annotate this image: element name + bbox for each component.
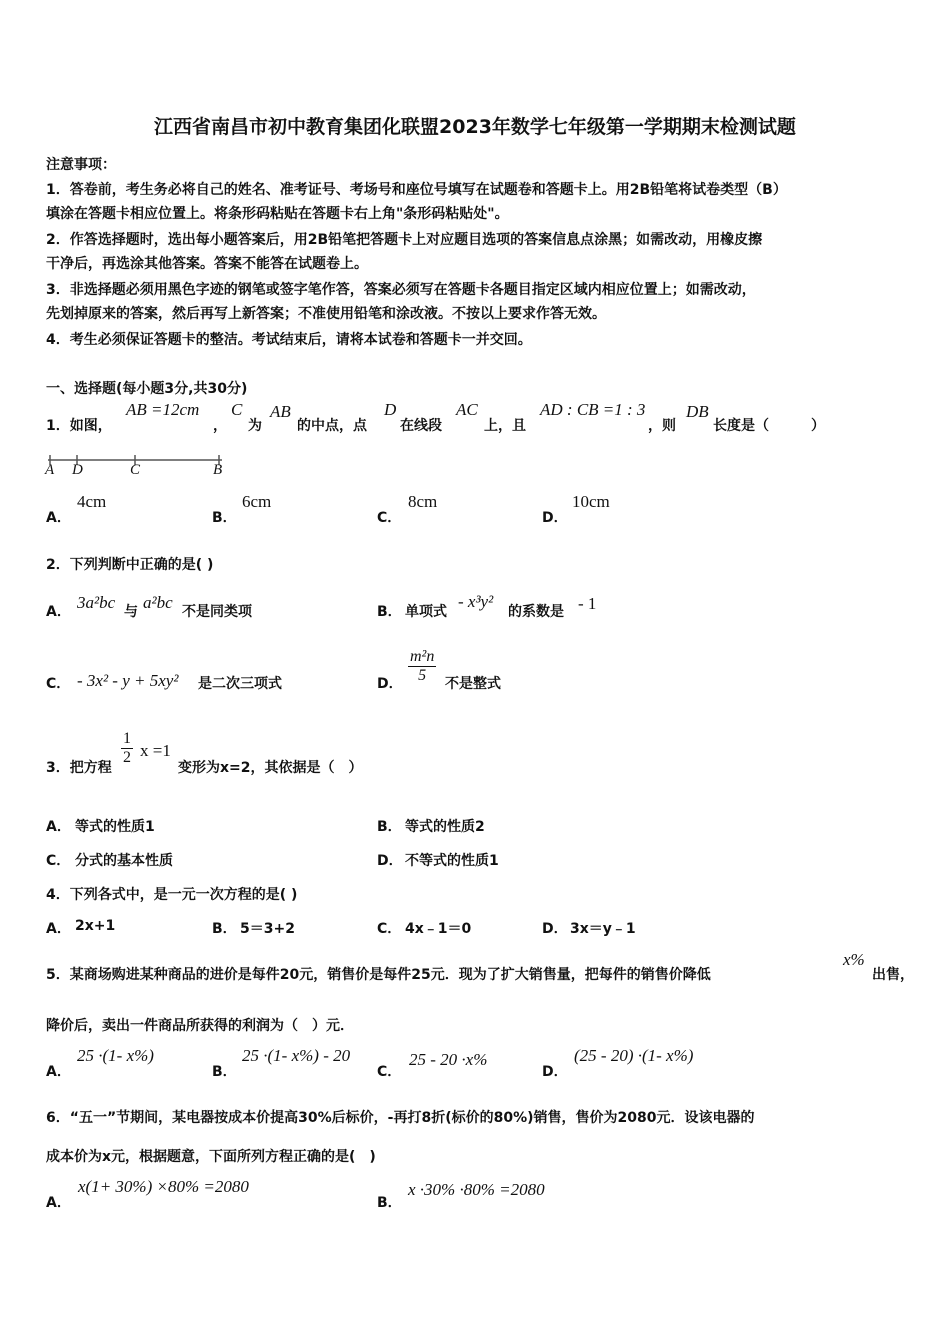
notice-line: 干净后，再选涂其他答案。答案不能答在试题卷上。 — [46, 256, 368, 272]
q2-stem: 2．下列判断中正确的是( ) — [46, 557, 214, 573]
option-label: D． — [377, 676, 403, 692]
option-label: B． — [212, 510, 237, 526]
q2-fraction — [408, 648, 436, 685]
option-text: 5＝3+2 — [240, 921, 295, 937]
q1-text: 在线段 — [400, 418, 442, 434]
q1-text: 长度是（ ） — [713, 418, 825, 434]
q2-math: - 1 — [578, 594, 597, 613]
q4-stem: 4．下列各式中，是一元一次方程的是( ) — [46, 887, 298, 903]
option-text: 分式的基本性质 — [75, 853, 173, 869]
notice-line: 先划掉原来的答案，然后再写上新答案；不准使用铅笔和涂改液。不按以上要求作答无效。 — [46, 306, 606, 322]
q2-math: - x³y² — [458, 592, 494, 611]
q2-math: 3a²bc — [77, 593, 116, 612]
option-value: 4cm — [77, 492, 107, 511]
notice-line: 1．答卷前，考生务必将自己的姓名、准考证号、考场号和座位号填写在试题卷和答题卡上。用2B铅笔将试卷类型（B） — [46, 182, 787, 198]
q1-text: 上，且 — [484, 418, 526, 434]
q1-text: ，则 — [648, 418, 676, 434]
q2-text: 的系数是 — [508, 604, 564, 620]
q3-text: 变形为x=2，其依据是（ ） — [178, 760, 363, 776]
q3-text: 3．把方程 — [46, 760, 112, 776]
q1-math: AC — [456, 400, 478, 419]
option-label: C． — [377, 1064, 402, 1080]
q1-math: AD : CB =1 : 3 — [540, 400, 646, 419]
option-label: C． — [46, 853, 71, 869]
option-label: C． — [377, 510, 402, 526]
option-label: D． — [542, 510, 568, 526]
q1-math: D — [384, 400, 397, 419]
option-value: (25 - 20) ·(1- x%) — [574, 1046, 694, 1065]
option-label: B． — [212, 1064, 237, 1080]
option-label: C． — [377, 921, 402, 937]
segment-label: A — [45, 462, 55, 478]
fraction-denominator: 5 — [418, 667, 427, 684]
option-value: x ·30% ·80% =2080 — [408, 1180, 545, 1199]
option-label: A． — [46, 510, 71, 526]
option-value: 25 ·(1- x%) - 20 — [242, 1046, 351, 1065]
q2-text: 与 — [124, 604, 138, 620]
q1-text: 的中点，点 — [297, 418, 367, 434]
segment-label: B — [213, 462, 223, 478]
option-label: D． — [542, 1064, 568, 1080]
option-value: 25 - 20 ·x% — [409, 1050, 488, 1069]
notice-heading: 注意事项： — [46, 157, 116, 173]
q2-text: 是二次三项式 — [198, 676, 282, 692]
segment-label: C — [130, 462, 141, 478]
option-label: A． — [46, 604, 71, 620]
q1-math: C — [231, 400, 243, 419]
notice-line: 填涂在答题卡相应位置上。将条形码粘贴在答题卡右上角"条形码粘贴处"。 — [46, 206, 509, 222]
q3-math: x =1 — [140, 741, 171, 760]
q2-math: a²bc — [143, 593, 173, 612]
section-heading: 一、选择题(每小题3分,共30分) — [46, 381, 248, 397]
option-text: 4x﹣1＝0 — [405, 921, 472, 937]
q1-math: DB — [686, 402, 709, 421]
q5-text: 出售， — [872, 967, 914, 983]
q3-fraction — [121, 730, 133, 767]
option-label: A． — [46, 1195, 71, 1211]
q5-text: 5．某商场购进某种商品的进价是每件20元，销售价是每件25元．现为了扩大销售量，把每件的销售价降低 — [46, 967, 711, 983]
option-label: C． — [46, 676, 71, 692]
option-label: B． — [377, 604, 402, 620]
option-text: 2x+1 — [75, 918, 116, 934]
option-label: A． — [46, 1064, 71, 1080]
option-label: B． — [377, 1195, 402, 1211]
option-value: 8cm — [408, 492, 438, 511]
notice-line: 2．作答选择题时，选出每小题答案后，用2B铅笔把答题卡上对应题目选项的答案信息点涂黑；如需改动，用橡皮擦 — [46, 232, 763, 248]
option-label: D． — [542, 921, 568, 937]
notice-line: 3．非选择题必须用黑色字迹的钢笔或签字笔作答，答案必须写在答题卡各题目指定区域内相应位置上；如需改动， — [46, 282, 756, 298]
q2-text: 不是整式 — [445, 676, 501, 692]
q5-math: x% — [843, 950, 865, 969]
option-value: x(1+ 30%) ×80% =2080 — [78, 1177, 249, 1196]
option-text: 不等式的性质1 — [405, 853, 499, 869]
notice-line: 4．考生必须保证答题卡的整洁。考试结束后，请将本试卷和答题卡一并交回。 — [46, 332, 532, 348]
option-label: D． — [377, 853, 403, 869]
option-label: A． — [46, 921, 71, 937]
option-label: B． — [212, 921, 237, 937]
option-value: 6cm — [242, 492, 272, 511]
fraction-denominator: 2 — [123, 749, 131, 766]
option-text: 等式的性质1 — [75, 819, 155, 835]
q1-text: 为 — [248, 418, 262, 434]
q1-math: AB — [270, 402, 291, 421]
page-title: 江西省南昌市初中教育集团化联盟2023年数学七年级第一学期期末检测试题 — [154, 116, 796, 138]
q2-text: 不是同类项 — [182, 604, 252, 620]
segment-label: D — [72, 462, 83, 478]
fraction-numerator: m²n — [410, 648, 435, 665]
q6-text: 6．“五一”节期间，某电器按成本价提高30%后标价，-再打8折(标价的80%)销售，售价为2080元．设该电器的 — [46, 1110, 755, 1126]
q1-math: AB =12cm — [126, 400, 200, 419]
option-text: 3x＝y﹣1 — [570, 921, 636, 937]
option-value: 10cm — [572, 492, 610, 511]
q6-text: 成本价为x元，根据题意，下面所列方程正确的是( ) — [46, 1149, 376, 1165]
q2-text: 单项式 — [405, 604, 447, 620]
q5-text: 降价后，卖出一件商品所获得的利润为（ ）元． — [46, 1018, 354, 1034]
q1-text: 1．如图， — [46, 418, 112, 434]
q2-math: - 3x² - y + 5xy² — [77, 671, 179, 690]
option-value: 25 ·(1- x%) — [77, 1046, 154, 1065]
option-label: B． — [377, 819, 402, 835]
fraction-numerator: 1 — [123, 730, 131, 747]
q1-text: ， — [213, 418, 227, 434]
option-text: 等式的性质2 — [405, 819, 485, 835]
option-label: A． — [46, 819, 71, 835]
